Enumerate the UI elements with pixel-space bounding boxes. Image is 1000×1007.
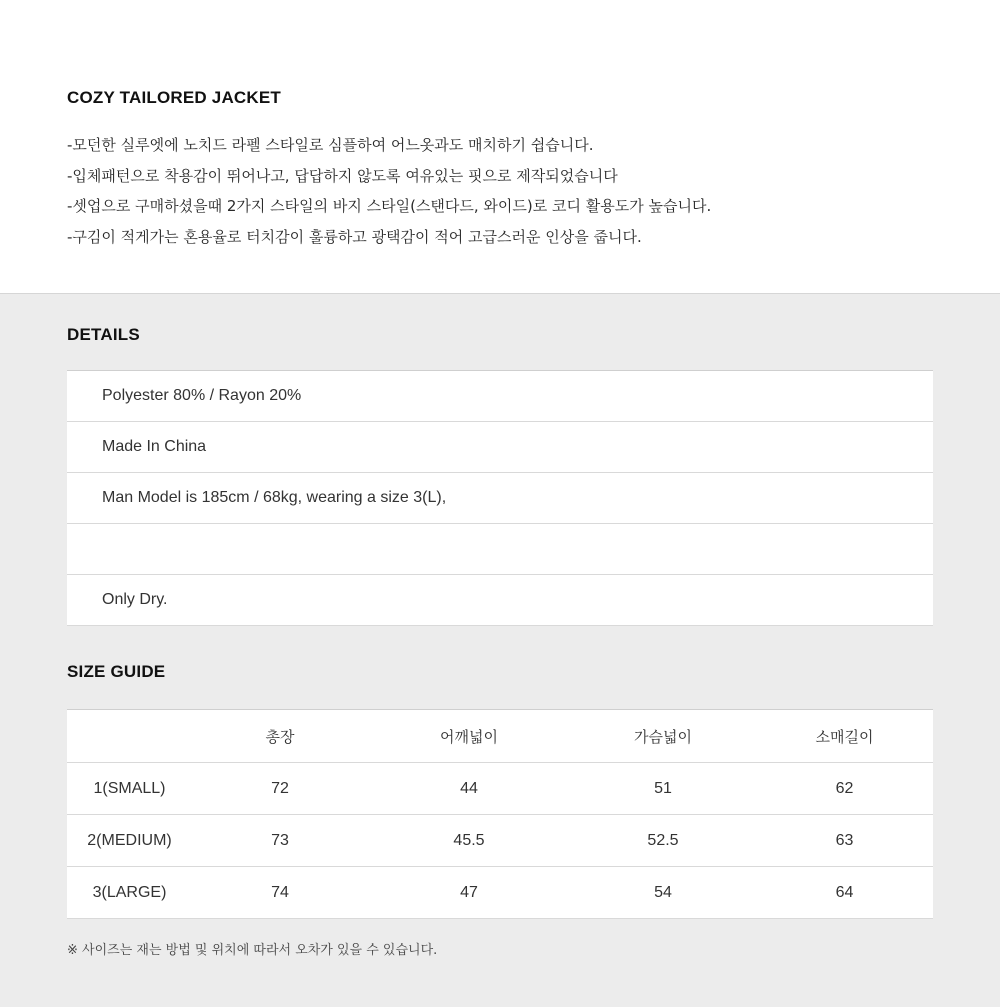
size-label: 1(SMALL) [67,763,192,815]
size-value: 44 [368,763,570,815]
details-table [67,370,933,626]
size-label: 2(MEDIUM) [67,815,192,867]
size-value: 51 [570,763,756,815]
details-row-empty [67,524,933,575]
size-value: 45.5 [368,815,570,867]
product-info-section [0,0,1000,293]
size-header-empty [67,710,192,763]
description-line: -입체패턴으로 착용감이 뛰어나고, 답답하지 않도록 여유있는 핏으로 제작되었습니다 [67,166,618,185]
size-label: 3(LARGE) [67,867,192,919]
size-guide-title: SIZE GUIDE [67,662,166,681]
size-value: 64 [756,867,933,919]
size-note: ※ 사이즈는 재는 방법 및 위치에 따라서 오차가 있을 수 있습니다. [67,943,438,958]
size-table-header [67,710,933,763]
details-row-origin: Made In China [67,422,933,473]
details-title: DETAILS [67,325,140,344]
product-title: COZY TAILORED JACKET [67,88,281,107]
size-guide-table [67,709,933,919]
table-row [67,867,933,919]
size-value: 74 [192,867,368,919]
details-row-model: Man Model is 185cm / 68kg, wearing a size 3(L), [67,473,933,524]
size-value: 47 [368,867,570,919]
size-value: 52.5 [570,815,756,867]
size-value: 54 [570,867,756,919]
details-row-material: Polyester 80% / Rayon 20% [67,371,933,422]
size-header-shoulder: 어깨넓이 [368,710,570,763]
size-value: 62 [756,763,933,815]
size-value: 63 [756,815,933,867]
size-header-chest: 가슴넓이 [570,710,756,763]
description-line: -구김이 적게가는 혼용율로 터치감이 훌륭하고 광택감이 적어 고급스러운 인상을 줍니다. [67,227,642,246]
details-section [0,293,1000,1007]
size-value: 73 [192,815,368,867]
description-line: -셋업으로 구매하셨을때 2가지 스타일의 바지 스타일(스탠다드, 와이드)로 코디 활용도가 높습니다. [67,197,712,215]
size-header-sleeve: 소매길이 [756,710,933,763]
description-line: -모던한 실루엣에 노치드 라펠 스타일로 심플하여 어느옷과도 매치하기 쉽습니다. [67,136,594,154]
table-row [67,763,933,815]
size-header-length: 총장 [192,710,368,763]
details-row-care: Only Dry. [67,575,933,626]
size-value: 72 [192,763,368,815]
table-row [67,815,933,867]
product-description [67,130,1000,252]
